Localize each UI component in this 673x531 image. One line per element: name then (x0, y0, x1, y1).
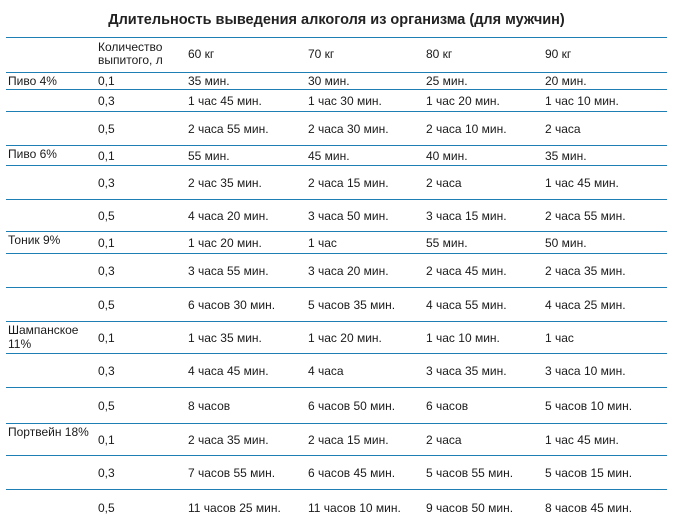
duration-cell: 40 мин. (426, 149, 468, 163)
duration-cell: 1 час 20 мин. (308, 331, 382, 345)
duration-cell: 1 час 45 мин. (188, 94, 262, 108)
table-row (6, 89, 667, 112)
duration-cell: 35 мин. (188, 74, 230, 88)
duration-cell: 55 мин. (426, 236, 468, 250)
table-row (6, 423, 667, 456)
duration-cell: 2 часа (426, 176, 462, 190)
header-weight-90: 90 кг (545, 47, 572, 61)
header-weight-70: 70 кг (308, 47, 335, 61)
duration-cell: 2 часа (426, 433, 462, 447)
duration-cell: 50 мин. (545, 236, 587, 250)
duration-cell: 25 мин. (426, 74, 468, 88)
duration-cell: 6 часов (426, 399, 469, 413)
duration-cell: 7 часов 55 мин. (188, 466, 276, 480)
table-row (6, 165, 667, 200)
duration-cell: 3 часа 50 мин. (308, 209, 389, 223)
duration-cell: 30 мин. (308, 74, 350, 88)
duration-cell: 2 часа (545, 122, 581, 136)
table-header (6, 38, 667, 73)
duration-cell: 2 часа 15 мин. (308, 176, 389, 190)
duration-cell: 1 час 30 мин. (308, 94, 382, 108)
table-row (6, 287, 667, 322)
duration-cell: 3 часа 15 мин. (426, 209, 507, 223)
table-row (6, 253, 667, 288)
amount-cell: 0,1 (98, 331, 115, 345)
duration-cell: 3 часа 20 мин. (308, 264, 389, 278)
table-row (6, 145, 667, 166)
table-title: Длительность выведения алкоголя из организма (для мужчин) (108, 12, 565, 28)
drink-label: Портвейн 18% (8, 425, 89, 439)
duration-cell: 3 часа 35 мин. (426, 364, 507, 378)
amount-cell: 0,3 (98, 176, 115, 190)
table-row (6, 199, 667, 232)
duration-cell: 1 час 20 мин. (188, 236, 262, 250)
duration-cell: 11 часов 25 мин. (188, 501, 281, 515)
drink-label: Тоник 9% (8, 233, 61, 247)
drink-label: Пиво 6% (8, 147, 57, 161)
duration-cell: 55 мин. (188, 149, 230, 163)
amount-cell: 0,1 (98, 236, 115, 250)
amount-cell: 0,3 (98, 94, 115, 108)
header-weight-60: 60 кг (188, 47, 215, 61)
amount-cell: 0,5 (98, 298, 115, 312)
duration-cell: 20 мин. (545, 74, 587, 88)
drink-label: Шампанское 11% (8, 323, 79, 351)
duration-cell: 5 часов 35 мин. (308, 298, 396, 312)
duration-cell: 2 час 35 мин. (188, 176, 262, 190)
duration-cell: 1 час 20 мин. (426, 94, 500, 108)
duration-cell: 4 часа 55 мин. (426, 298, 507, 312)
alcohol-elimination-table (6, 37, 667, 515)
duration-cell: 3 часа 10 мин. (545, 364, 626, 378)
duration-cell: 8 часов (188, 399, 231, 413)
amount-cell: 0,3 (98, 264, 115, 278)
duration-cell: 5 часов 10 мин. (545, 399, 633, 413)
amount-cell: 0,5 (98, 122, 115, 136)
duration-cell: 2 часа 35 мин. (188, 433, 269, 447)
duration-cell: 1 час 45 мин. (545, 433, 619, 447)
amount-cell: 0,5 (98, 209, 115, 223)
duration-cell: 2 часа 35 мин. (545, 264, 626, 278)
table-row (6, 111, 667, 146)
duration-cell: 6 часов 30 мин. (188, 298, 276, 312)
duration-cell: 9 часов 50 мин. (426, 501, 514, 515)
duration-cell: 5 часов 55 мин. (426, 466, 514, 480)
amount-cell: 0,5 (98, 501, 115, 515)
amount-cell: 0,5 (98, 399, 115, 413)
table-row (6, 387, 667, 424)
amount-cell: 0,1 (98, 433, 115, 447)
duration-cell: 2 часа 30 мин. (308, 122, 389, 136)
table-row (6, 321, 667, 354)
table-row (6, 231, 667, 254)
amount-cell: 0,3 (98, 364, 115, 378)
duration-cell: 6 часов 50 мин. (308, 399, 396, 413)
drink-label: Пиво 4% (8, 74, 57, 88)
duration-cell: 1 час (545, 331, 574, 345)
duration-cell: 45 мин. (308, 149, 350, 163)
duration-cell: 2 часа 55 мин. (545, 209, 626, 223)
header-amount: Количество выпитого, л (98, 40, 163, 67)
duration-cell: 6 часов 45 мин. (308, 466, 396, 480)
duration-cell: 4 часа 45 мин. (188, 364, 269, 378)
duration-cell: 2 часа 45 мин. (426, 264, 507, 278)
duration-cell: 3 часа 55 мин. (188, 264, 269, 278)
duration-cell: 1 час 35 мин. (188, 331, 262, 345)
table-row (6, 73, 667, 89)
table-row (6, 353, 667, 388)
table-row (6, 455, 667, 490)
duration-cell: 1 час 10 мин. (426, 331, 500, 345)
amount-cell: 0,1 (98, 149, 115, 163)
duration-cell: 4 часа (308, 364, 344, 378)
duration-cell: 1 час 45 мин. (545, 176, 619, 190)
duration-cell: 2 часа 55 мин. (188, 122, 269, 136)
duration-cell: 1 час 10 мин. (545, 94, 619, 108)
amount-cell: 0,1 (98, 74, 115, 88)
table-row (6, 489, 667, 526)
header-weight-80: 80 кг (426, 47, 453, 61)
duration-cell: 1 час (308, 236, 337, 250)
duration-cell: 2 часа 10 мин. (426, 122, 507, 136)
duration-cell: 11 часов 10 мин. (308, 501, 401, 515)
duration-cell: 4 часа 25 мин. (545, 298, 626, 312)
duration-cell: 2 часа 15 мин. (308, 433, 389, 447)
amount-cell: 0,3 (98, 466, 115, 480)
duration-cell: 8 часов 45 мин. (545, 501, 633, 515)
duration-cell: 4 часа 20 мин. (188, 209, 269, 223)
duration-cell: 5 часов 15 мин. (545, 466, 633, 480)
duration-cell: 35 мин. (545, 149, 587, 163)
